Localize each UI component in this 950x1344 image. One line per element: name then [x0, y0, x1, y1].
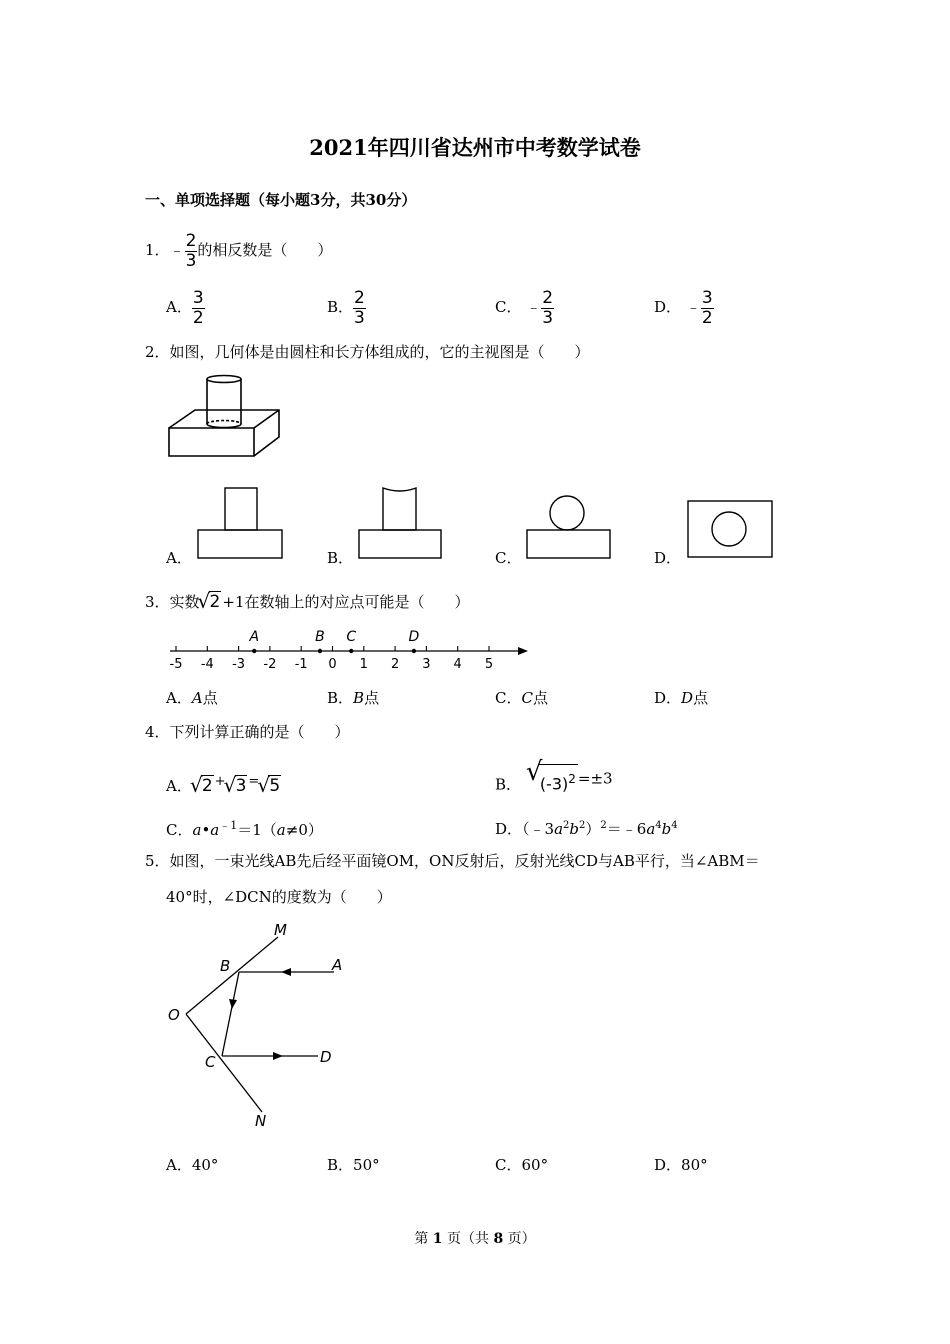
section-header: 一、单项选择题（每小题3分，共30分）: [145, 191, 417, 209]
question-5-line1: 5．如图，一束光线AB先后经平面镜OM，ON反射后，反射光线CD与AB平行，当∠ABM＝: [145, 852, 760, 870]
label-n: N: [255, 1112, 267, 1130]
q3-option-d[interactable]: D．D点: [654, 689, 709, 707]
q1-option-a[interactable]: A． $\frac{3}{2}$: [166, 287, 204, 328]
label-d: D: [320, 1048, 332, 1066]
tick-label: 0: [328, 657, 337, 672]
label-a: A: [332, 956, 343, 974]
q4-option-b[interactable]: B． √ $(-3)^2 =\pm 3$: [495, 758, 613, 796]
tick-label: -5: [169, 657, 183, 672]
q2-option-c[interactable]: C．: [495, 549, 522, 567]
tick-label: 2: [390, 657, 400, 672]
question-2: 2．如图，几何体是由圆柱和长方体组成的，它的主视图是（ ）: [145, 343, 590, 361]
page-footer: 第 1 页（共 8 页）: [414, 1231, 536, 1247]
label-m: M: [274, 921, 287, 939]
page-number: 1: [432, 1231, 443, 1247]
tick-label: -3: [232, 657, 246, 672]
q2-option-d-figure: [688, 501, 772, 557]
tick-label: -2: [263, 657, 277, 672]
q2-option-b-figure: [359, 488, 441, 558]
q2-option-a[interactable]: A．: [166, 549, 192, 567]
q5-option-a[interactable]: A．40°: [166, 1156, 219, 1174]
point-a: [252, 649, 256, 653]
q1-option-b[interactable]: B． $\frac{2}{3}$: [327, 287, 365, 328]
q2-option-c-figure: [527, 496, 610, 558]
label-c: C: [205, 1053, 216, 1071]
q5-option-c[interactable]: C．60°: [495, 1156, 549, 1174]
question-5-line2: 40°时，∠DCN的度数为（ ）: [166, 888, 392, 906]
question-number: 1．: [145, 241, 170, 259]
q1-option-c[interactable]: C． ﹣ $\frac{2}{3}$: [495, 287, 554, 328]
tick-label: 1: [359, 657, 368, 672]
question-4: 4．下列计算正确的是（ ）: [145, 723, 350, 741]
q2-option-d[interactable]: D．: [654, 549, 682, 567]
label-b: B: [220, 957, 231, 975]
point-label-a: A: [249, 629, 260, 645]
q4-option-a[interactable]: A．√ 2 +√ 3 =√ 5: [166, 760, 282, 798]
point-label-c: C: [346, 629, 357, 645]
q4-option-c[interactable]: C．$a•a^{﹣1}=1(a\ne 0)$: [166, 819, 323, 839]
q2-option-a-figure: [198, 488, 282, 558]
q1-option-d[interactable]: D． ﹣ $\frac{3}{2}$: [654, 287, 713, 328]
fraction: $\frac{2}{3}$: [185, 230, 197, 271]
tick-label: 4: [453, 657, 462, 672]
page-total: 8: [493, 1231, 504, 1247]
point-d: [412, 649, 416, 653]
q3-option-c[interactable]: C．C点: [495, 689, 548, 707]
neg-sign: ﹣: [169, 241, 185, 259]
point-label-b: B: [315, 629, 325, 645]
question-stem: 的相反数是（ ）: [197, 241, 333, 259]
q5-option-b[interactable]: B．50°: [327, 1156, 380, 1174]
q3-option-a[interactable]: A．A点: [166, 689, 218, 707]
q3-option-b[interactable]: B．B点: [327, 689, 380, 707]
q5-option-d[interactable]: D．80°: [654, 1156, 708, 1174]
tick-label: 3: [422, 657, 431, 672]
sqrt: √ 2: [200, 592, 222, 612]
tick-label: -1: [294, 657, 308, 672]
question-3: 3．实数√ 2 +1在数轴上的对应点可能是（ ）: [145, 592, 470, 612]
point-label-d: D: [408, 629, 420, 645]
q4-option-d[interactable]: D．$(﹣3a^2b^2)^2=﹣6a^4b^4$: [495, 820, 678, 838]
point-c: [349, 649, 353, 653]
question-1: [145, 230, 332, 271]
label-o: O: [168, 1006, 180, 1024]
q2-option-b[interactable]: B．: [327, 549, 354, 567]
page-title: 2021年四川省达州市中考数学试卷: [309, 135, 641, 160]
point-b: [318, 649, 322, 653]
tick-label: -4: [200, 657, 214, 672]
tick-label: 5: [484, 657, 494, 672]
